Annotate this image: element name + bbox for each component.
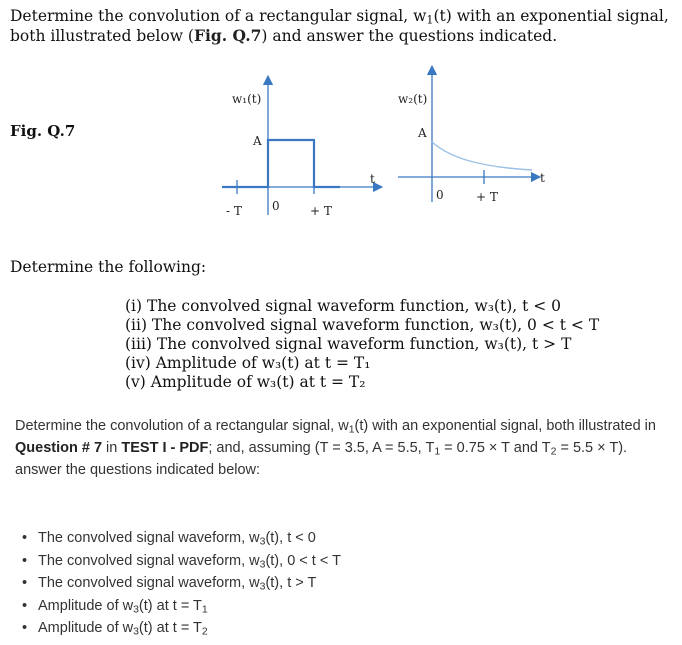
bullet-sub: 3 — [259, 558, 266, 570]
left-amplitude-label: A — [253, 134, 262, 148]
bullet-item — [22, 572, 341, 595]
left-neg-t-label: - T — [226, 204, 242, 218]
assign-text-4: ; and, assuming (T = 3.5, A = 5.5, T — [208, 440, 435, 456]
assign-text-3: in — [102, 440, 122, 456]
bullet-text: (t), t < 0 — [265, 530, 316, 546]
question-item: (i) The convolved signal waveform function, w₃(t), t < 0 — [125, 297, 562, 315]
question-item: (iv) Amplitude of w₃(t) at t = T₁ — [125, 354, 371, 372]
assign-text-1: Determine the convolution of a rectangular signal, w — [15, 418, 349, 434]
assign-sub-1: 1 — [348, 424, 355, 436]
bullet-text: (t), t > T — [265, 575, 317, 591]
exp-signal-plot — [398, 70, 545, 204]
intro-fig-ref: Fig. Q.7 — [193, 26, 262, 45]
bullet-text: (t) at t = T — [138, 620, 202, 636]
figure-label: Fig. Q.7 — [10, 122, 76, 140]
bullet-sub: 3 — [259, 536, 266, 548]
bullet-text: The convolved signal waveform, w — [38, 575, 260, 591]
left-pos-t-label: + T — [310, 204, 332, 218]
bullet-sub: 3 — [133, 626, 139, 638]
question-list — [125, 297, 599, 392]
left-t-label: t — [370, 172, 375, 186]
bullet-item — [22, 595, 341, 618]
intro-sub-1: 1 — [426, 13, 434, 27]
bullet-text: (t) at t = T — [138, 597, 202, 614]
rect-pulse — [222, 140, 340, 187]
rect-signal-plot — [222, 80, 378, 218]
bullet-sub: 3 — [133, 603, 139, 615]
assign-text-5: = 0.75 × T and T — [440, 440, 551, 456]
right-plot-title: w₂(t) — [398, 92, 428, 106]
bullet-text: The convolved signal waveform, w — [38, 552, 260, 569]
assign-sub-2: 1 — [434, 446, 441, 458]
bullet-text: Amplitude of w — [38, 597, 134, 614]
question-item: (iii) The convolved signal waveform function, w₃(t), t > T — [125, 335, 572, 353]
intro-text-1: Determine the convolution of a rectangular signal, w — [10, 7, 427, 25]
right-t-label: t — [540, 171, 545, 185]
intro-text-3: ) and answer the questions indicated. — [261, 27, 558, 45]
determine-heading: Determine the following: — [10, 258, 207, 276]
question-item: (v) Amplitude of w₃(t) at t = T₂ — [125, 373, 366, 391]
question-item: (ii) The convolved signal waveform function, w₃(t), 0 < t < T — [125, 316, 600, 334]
assign-sub-3: 2 — [550, 446, 557, 458]
bullet-item — [22, 527, 341, 550]
exp-decay-curve — [432, 142, 532, 170]
assignment-paragraph — [15, 415, 680, 481]
intro-text-2: (t) with an exponential signal, both illustrated below ( — [10, 7, 669, 45]
assign-question-ref: Question # 7 — [15, 440, 103, 456]
bullet-sub: 3 — [259, 581, 266, 593]
bullet-item — [22, 550, 341, 573]
right-pos-t-label: + T — [476, 190, 498, 204]
left-plot-title: w₁(t) — [232, 92, 262, 106]
right-zero-label: 0 — [436, 188, 444, 202]
signal-diagram — [0, 0, 682, 240]
bullet-list — [22, 527, 341, 640]
assign-text-7: answer the questions indicated below: — [15, 462, 261, 478]
assign-text-6: = 5.5 × T). — [556, 440, 628, 456]
bullet-sub: 2 — [201, 626, 208, 638]
bullet-text: The convolved signal waveform, w — [38, 530, 260, 546]
left-zero-label: 0 — [272, 199, 280, 213]
bullet-sub: 1 — [201, 603, 208, 615]
right-amplitude-label: A — [418, 126, 427, 140]
bullet-item — [22, 617, 341, 640]
assign-text-2: (t) with an exponential signal, both illustrated in — [354, 418, 656, 434]
assign-test-ref: TEST I - PDF — [121, 440, 209, 456]
bullet-text: (t), 0 < t < T — [265, 552, 341, 569]
bullet-text: Amplitude of w — [38, 620, 134, 636]
